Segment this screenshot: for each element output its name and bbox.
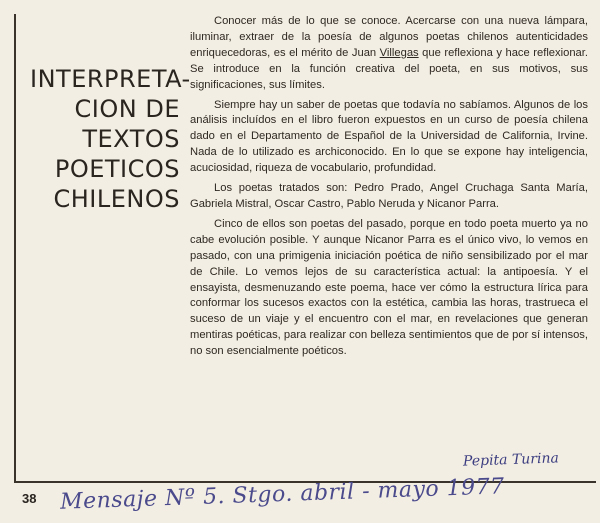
title-line-5: CHILENOS <box>53 185 180 213</box>
paragraph-2: Siempre hay un saber de poetas que todavía no sabíamos. Algunos de los análisis incluídos en el libro fueron expuestos en un curso de poesía chilena dado en el Departamento de Español de la Universidad de California, Irvine. Nada de lo utilizado es archiconocido. En lo que se expone hay inteligencia, acuciosidad, riqueza de vocabulario, profundidad. <box>190 98 588 175</box>
underlined-author-name: Villegas <box>379 46 419 59</box>
handwritten-source-note: Mensaje Nº 5. Stgo. abril - mayo 1977 <box>59 474 506 515</box>
title-line-3: TEXTOS <box>82 125 180 153</box>
paragraph-1-end: que reflexiona y hace reflexionar. Se introduce en la función creativa del poeta, en sus motivos, sus significaciones, sus límites. <box>190 46 588 91</box>
title-line-2: CION DE <box>74 95 180 123</box>
author-signature: Pepita Turina <box>462 450 560 470</box>
paragraph-4: Cinco de ellos son poetas del pasado, porque en todo poeta muerto ya no cabe evolución posible. Y aunque Nicanor Parra es el único vivo, lo vemos en pasado, con una primigenia iniciación poética de niño sensibilizado por el mar de Chile. Lo vemos lejos de su característica actual: la antipoesía. Y el ensayista, desmenuzando este poema, hace ver cómo la estructura lírica para conformar los sucesos exactos con la estética, cambia las horas, trastrueca el suceso de un viaje y el encuentro con el mar, en revelaciones que generan mentiras poéticas, para realizar con belleza sentimientos que de por sí intensos, no son esencialmente poéticos. <box>190 217 588 358</box>
paragraph-3: Los poetas tratados son: Pedro Prado, Angel Cruchaga Santa María, Gabriela Mistral, Oscar Castro, Pablo Neruda y Nicanor Parra. <box>190 182 588 210</box>
page-number: 38 <box>22 491 37 506</box>
paragraph-1-start: Conocer más de lo que se conoce. Acercarse con una nueva lámpara, iluminar, extraer de la poesía de algunos poetas chilenos autenticidades enriquecedoras, es el mérito de Juan <box>190 15 588 59</box>
paragraph-1 <box>190 14 588 94</box>
article-title <box>30 64 191 214</box>
title-line-4: POETICOS <box>54 155 180 183</box>
article-body <box>190 14 588 360</box>
left-border-rule <box>14 14 16 482</box>
title-line-1: INTERPRETA- <box>30 65 191 93</box>
